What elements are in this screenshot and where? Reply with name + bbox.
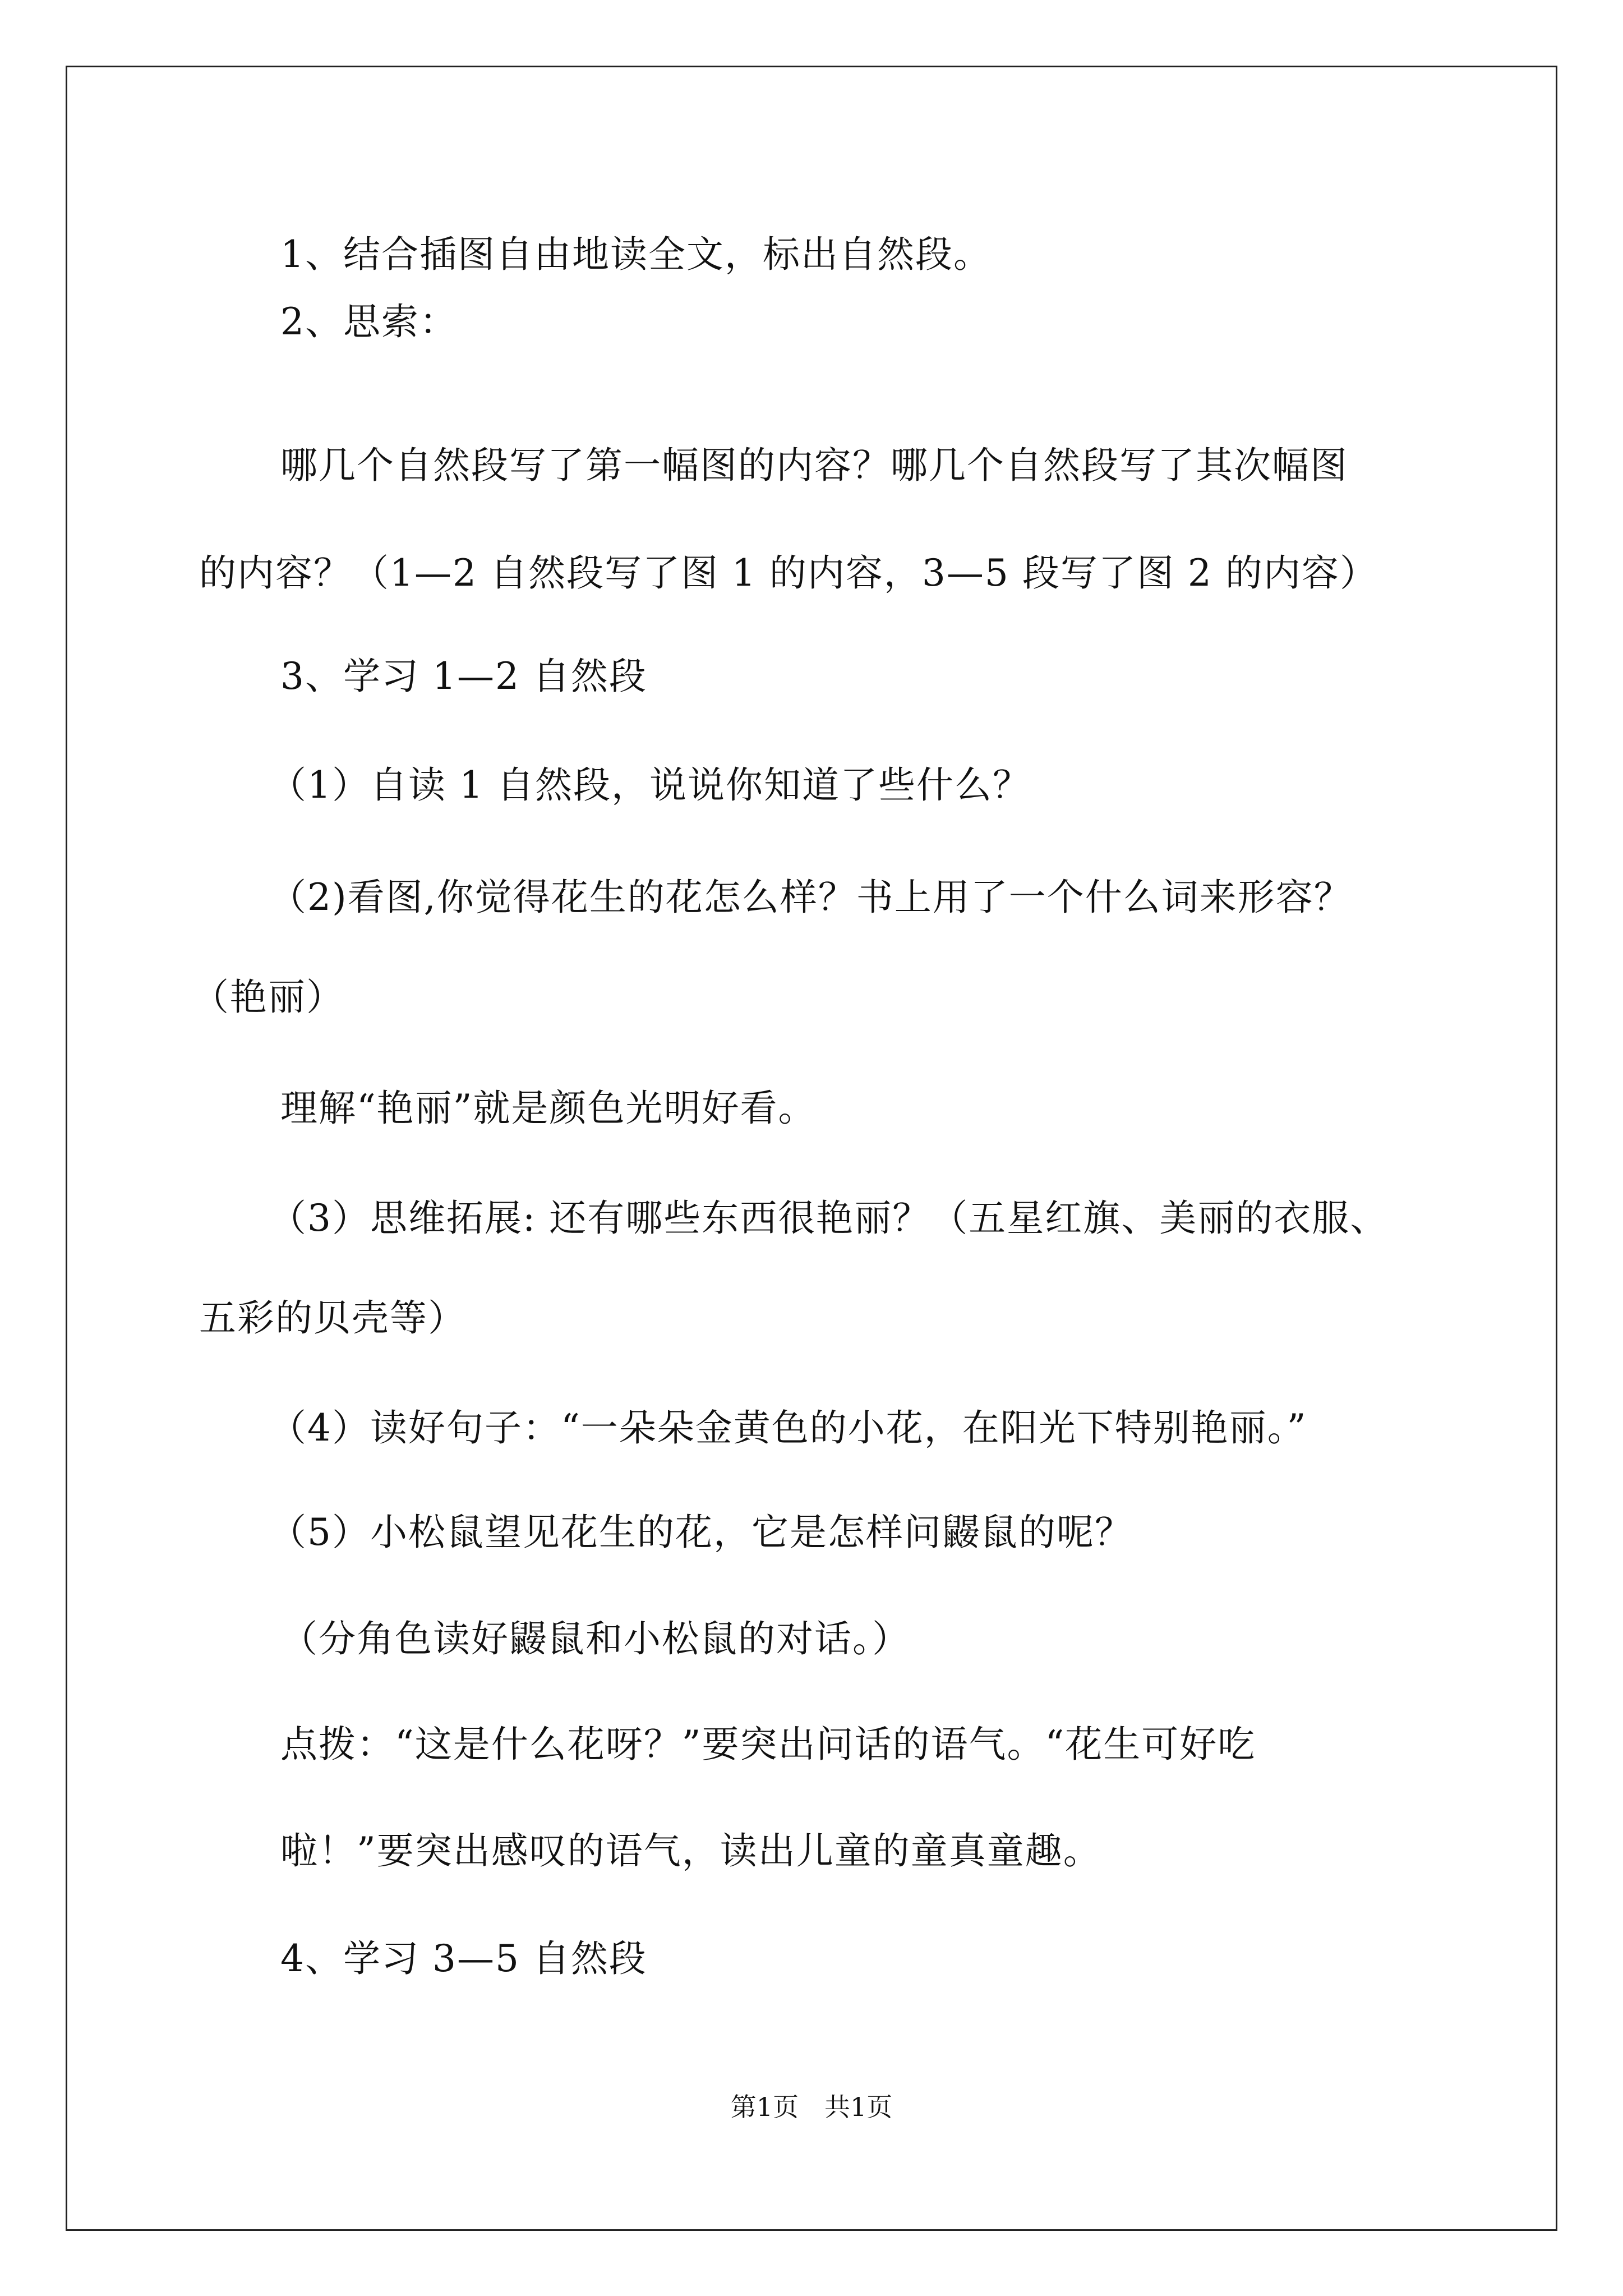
paragraph-10: （5）小松鼠望见花生的花，它是怎样问鼹鼠的呢？ <box>269 1511 1133 1554</box>
paragraph-12-continued: 啦！”要突出感叹的语气，读出儿童的童真童趣。 <box>280 1829 1101 1872</box>
paragraph-9: （4）读好句子：“一朵朵金黄色的小花，在阳光下特别艳丽。” <box>269 1406 1307 1450</box>
paragraph-8: （3）思维拓展: 还有哪些东西很艳丽？（五星红旗、美丽的衣服、 <box>269 1197 1389 1240</box>
paragraph-13: 4、学习 3—5 自然段 <box>280 1937 647 1980</box>
paragraph-2: 2、思索： <box>280 300 458 343</box>
paragraph-1: 1、结合插图自由地读全文，标出自然段。 <box>280 233 992 276</box>
paragraph-5: （1）自读 1 自然段，说说你知道了些什么？ <box>269 763 1031 807</box>
paragraph-11: （分角色读好鼹鼠和小松鼠的对话。） <box>280 1617 910 1660</box>
page-border <box>66 66 1557 2231</box>
paragraph-6: （2)看图,你觉得花生的花怎么样？书上用了一个什么词来形容？ <box>269 876 1352 919</box>
paragraph-4: 3、学习 1—2 自然段 <box>280 655 647 698</box>
paragraph-6-continued: （艳丽） <box>192 976 344 1019</box>
paragraph-3: 哪几个自然段写了第一幅图的内容？哪几个自然段写了其次幅图 <box>280 444 1348 487</box>
page-footer: 第1页 共1页 <box>730 2092 893 2122</box>
paragraph-3-continued: 的内容？（1—2 自然段写了图 1 的内容，3—5 段写了图 2 的内容） <box>199 551 1378 595</box>
paragraph-12: 点拨：“这是什么花呀？”要突出问话的语气。“花生可好吃 <box>280 1723 1256 1766</box>
paragraph-8-continued: 五彩的贝壳等） <box>199 1296 466 1340</box>
paragraph-7: 理解“艳丽”就是颜色光明好看。 <box>280 1087 817 1130</box>
